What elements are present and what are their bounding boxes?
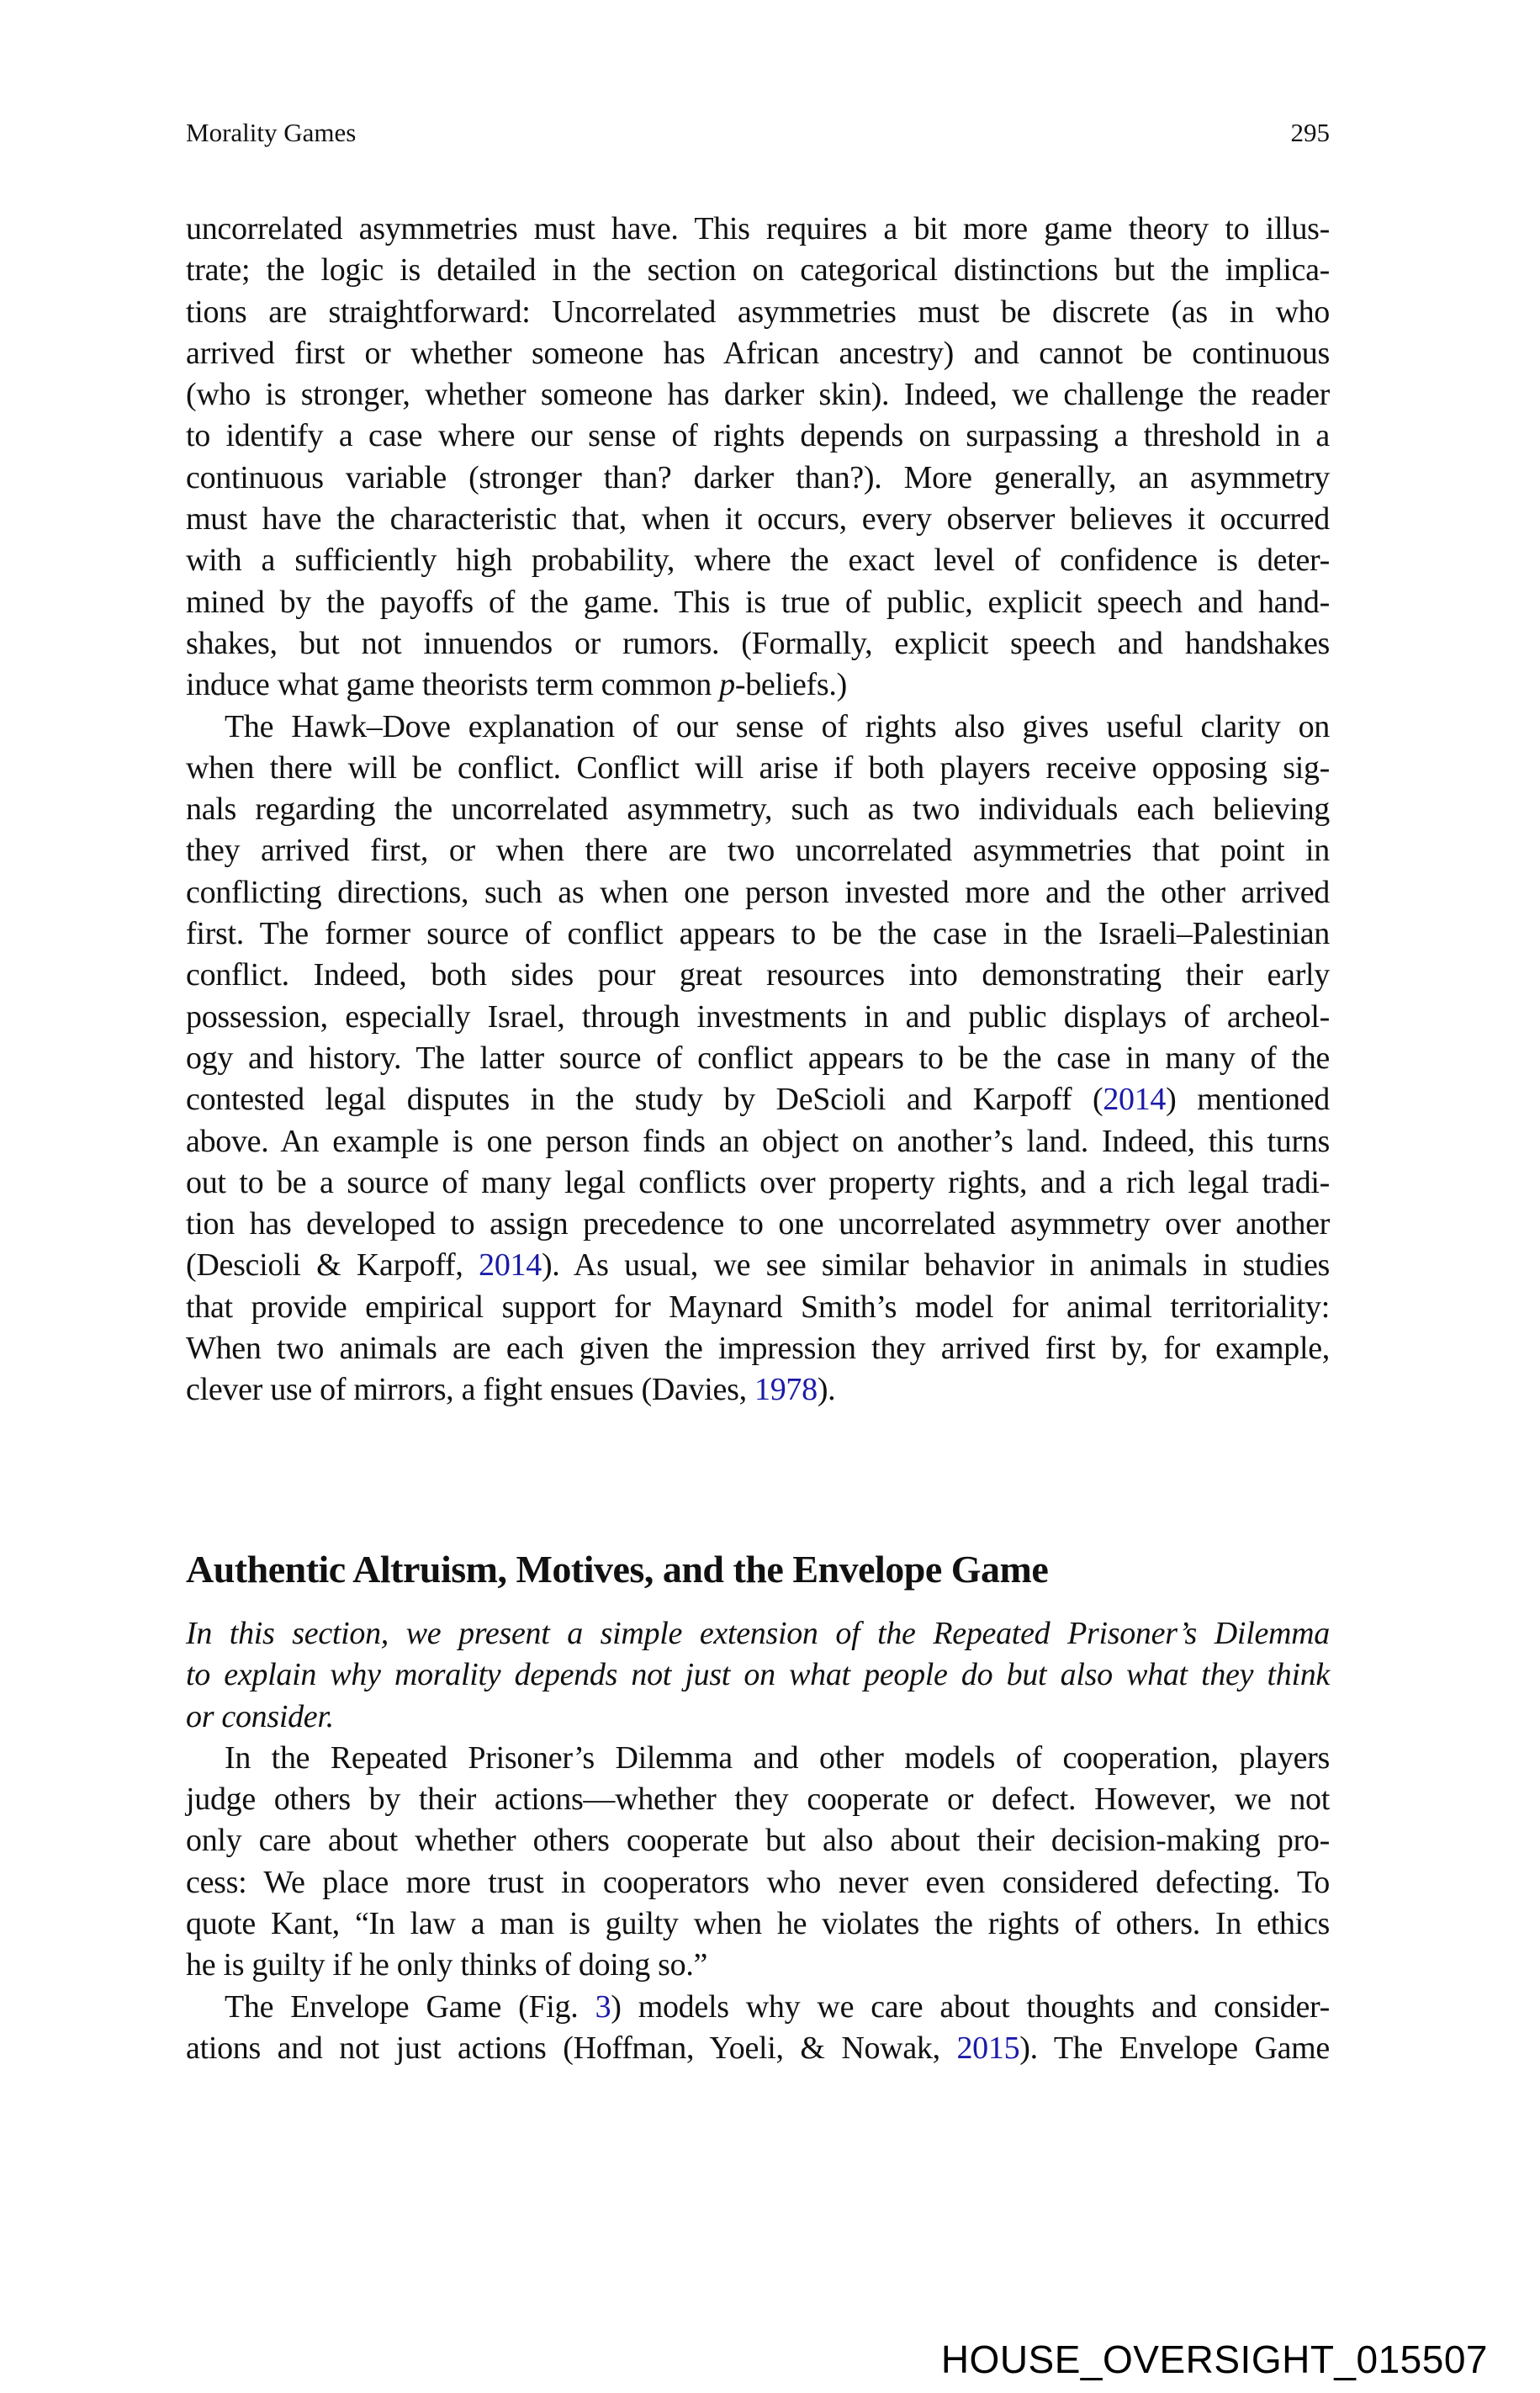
text-line: arrived first or whether someone has African ancestry) and cannot be continuous xyxy=(186,335,1330,371)
text-line: ogy and history. The latter source of conflict appears to be the case in many of the xyxy=(186,1040,1330,1076)
abstract-line: In this section, we present a simple extension of the Repeated Prisoner’s Dilemma xyxy=(186,1616,1330,1651)
section-abstract xyxy=(186,1613,1330,1738)
bates-stamp: HOUSE_OVERSIGHT_015507 xyxy=(940,2337,1488,2381)
text-line: When two animals are each given the impression they arrived first by, for example, xyxy=(186,1331,1330,1367)
abstract-line: to explain why morality depends not just on what people do but also what they think xyxy=(186,1657,1330,1693)
text-fragment: induce what game theorists term common xyxy=(186,667,720,703)
text-fragment: clever use of mirrors, a fight ensues (Davies, xyxy=(186,1372,755,1408)
text-line: tion has developed to assign precedence to one uncorrelated asymmetry over another xyxy=(186,1206,1330,1242)
running-header xyxy=(186,118,1330,151)
text-line xyxy=(186,1987,1330,2028)
text-fragment: ) mentioned xyxy=(1166,1082,1330,1118)
paragraph-uncorrelated-asymmetries xyxy=(186,209,1330,707)
italic-variable-p: p xyxy=(719,667,735,703)
paragraph-repeated-prisoners-dilemma xyxy=(186,1738,1330,1987)
text-line: mined by the payoffs of the game. This is true of public, explicit speech and hand- xyxy=(186,584,1330,620)
running-title: Morality Games xyxy=(186,118,357,147)
text-line xyxy=(186,2028,1330,2069)
text-line: nals regarding the uncorrelated asymmetry, such as two individuals each believing xyxy=(186,791,1330,828)
figure-link-fig-3[interactable]: 3 xyxy=(595,1988,611,2025)
text-line: he is guilty if he only thinks of doing so.” xyxy=(186,1947,708,1983)
text-line: (who is stronger, whether someone has darker skin). Indeed, we challenge the reader xyxy=(186,377,1330,413)
text-line xyxy=(186,1079,1330,1120)
text-line: that provide empirical support for Maynard Smith’s model for animal territoriality: xyxy=(186,1289,1330,1325)
text-line: they arrived first, or when there are two uncorrelated asymmetries that point in xyxy=(186,833,1330,869)
text-line: continuous variable (stronger than? darker than?). More generally, an asymmetry xyxy=(186,459,1330,495)
text-fragment: (Descioli & Karpoff, xyxy=(186,1247,479,1284)
citation-link-hoffman-yoeli-nowak-2015[interactable]: 2015 xyxy=(956,2030,1020,2066)
text-line: must have the characteristic that, when it occurs, every observer believes it occurred xyxy=(186,501,1330,537)
text-line: possession, especially Israel, through investments in and public displays of archeol- xyxy=(186,998,1330,1035)
text-fragment: The Envelope Game (Fig. xyxy=(225,1988,595,2025)
body-text xyxy=(186,209,1330,1411)
text-line: conflict. Indeed, both sides pour great resources into demonstrating their early xyxy=(186,957,1330,993)
text-fragment: contested legal disputes in the study by DeScioli and Karpoff ( xyxy=(186,1082,1103,1118)
text-fragment: ) models why we care about thoughts and consider- xyxy=(611,1988,1330,2025)
text-line: to identify a case where our sense of rights depends on surpassing a threshold in a xyxy=(186,418,1330,454)
paragraph-envelope-game xyxy=(186,1987,1330,2070)
citation-link-descioli-karpoff-2014[interactable]: 2014 xyxy=(1103,1082,1167,1118)
abstract-line: or consider. xyxy=(186,1698,334,1734)
text-line xyxy=(186,1245,1330,1286)
text-fragment: ). As usual, we see similar behavior in animals in studies xyxy=(541,1247,1330,1284)
text-line: when there will be conflict. Conflict will arise if both players receive opposing sig- xyxy=(186,749,1330,786)
text-line: above. An example is one person finds an object on another’s land. Indeed, this turns xyxy=(186,1123,1330,1159)
text-line: uncorrelated asymmetries must have. This requires a bit more game theory to illus- xyxy=(186,211,1330,246)
page-number: 295 xyxy=(1290,118,1330,147)
section-heading: Authentic Altruism, Motives, and the Envelope Game xyxy=(186,1548,1049,1591)
text-fragment: ). The Envelope Game xyxy=(1019,2030,1331,2066)
text-line: shakes, but not innuendos or rumors. (Formally, explicit speech and handshakes xyxy=(186,625,1330,661)
text-line: tions are straightforward: Uncorrelated asymmetries must be discrete (as in who xyxy=(186,294,1330,330)
text-line: trate; the logic is detailed in the section on categorical distinctions but the implica- xyxy=(186,252,1330,289)
citation-link-davies-1978[interactable]: 1978 xyxy=(754,1372,818,1408)
text-fragment: -beliefs.) xyxy=(734,667,847,703)
section-body xyxy=(186,1613,1330,2069)
text-line: with a sufficiently high probability, where the exact level of confidence is deter- xyxy=(186,543,1330,579)
text-line: cess: We place more trust in cooperators who never even considered defecting. To xyxy=(186,1864,1330,1900)
text-line: out to be a source of many legal conflicts over property rights, and a rich legal tradi- xyxy=(186,1164,1330,1200)
text-line: In the Repeated Prisoner’s Dilemma and other models of cooperation, players xyxy=(225,1739,1330,1776)
text-line: first. The former source of conflict appears to be the case in the Israeli–Palestinian xyxy=(186,916,1330,952)
text-line: judge others by their actions—whether they cooperate or defect. However, we not xyxy=(186,1782,1330,1818)
text-line: conflicting directions, such as when one person invested more and the other arrived xyxy=(186,874,1330,910)
text-line: only care about whether others cooperate but also about their decision-making pro- xyxy=(186,1823,1330,1859)
text-fragment: ations and not just actions (Hoffman, Yoeli, & Nowak, xyxy=(186,2030,957,2066)
citation-link-descioli-karpoff-2014[interactable]: 2014 xyxy=(479,1247,542,1284)
text-fragment: ). xyxy=(817,1372,836,1408)
text-line xyxy=(186,1369,1330,1411)
text-line: The Hawk–Dove explanation of our sense of rights also gives useful clarity on xyxy=(225,708,1330,744)
text-line: quote Kant, “In law a man is guilty when he violates the rights of others. In ethics xyxy=(186,1906,1330,1942)
text-line xyxy=(186,664,1330,706)
paragraph-hawk-dove-conflict xyxy=(186,707,1330,1411)
